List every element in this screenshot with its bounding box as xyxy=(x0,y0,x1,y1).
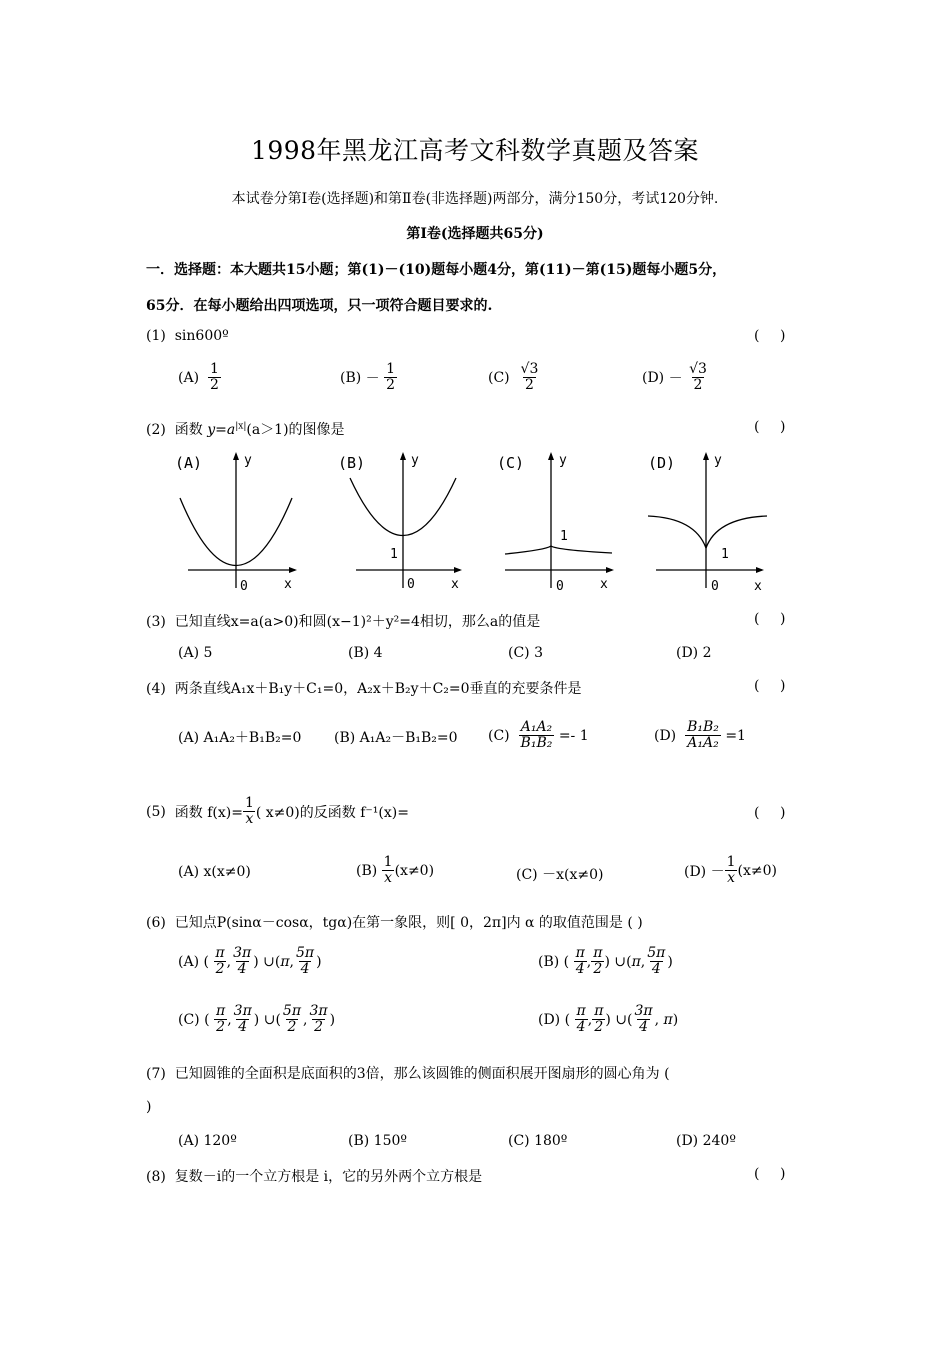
answer-paren: ( ) xyxy=(754,419,786,435)
page-title: 1998年黑龙江高考文科数学真题及答案 xyxy=(250,136,700,165)
section-instructions-1: 一．选择题：本大题共15小题；第(1)－(10)题每小题4分，第(11)－第(15)题每小题5分， xyxy=(146,262,727,278)
q3-option-a: (A) 5 xyxy=(178,645,213,661)
q5-option-b: (B) $\frac{1}{x}$ (x≠0) xyxy=(356,854,435,887)
q2-graphs xyxy=(170,448,790,598)
arrow-icon xyxy=(233,452,239,460)
answer-paren: ( ) xyxy=(754,1166,786,1182)
q4-option-a: (A) A₁A₂＋B₁B₂=0 xyxy=(178,730,302,746)
svg-text:0: 0 xyxy=(556,579,564,594)
question-7-wrap: ) xyxy=(146,1099,152,1115)
q4-option-b: (B) A₁A₂－B₁B₂=0 xyxy=(334,730,458,746)
graph-label: (B) xyxy=(338,454,366,472)
arrow-icon xyxy=(548,452,554,460)
svg-text:x: x xyxy=(284,577,292,592)
q1-option-d: (D) － $\frac{√3}{2}$ xyxy=(642,361,707,394)
question-3: (3) 已知直线x=a(a>0)和圆(x−1)²＋y²=4相切，那么a的值是 xyxy=(146,614,541,630)
graph-label: (C) xyxy=(497,454,525,472)
q1-option-a: (A) $\frac{1}{2}$ xyxy=(178,361,219,394)
answer-paren: ( ) xyxy=(754,328,786,344)
part-heading: 第Ⅰ卷(选择题共65分) xyxy=(406,226,544,242)
arrow-icon xyxy=(606,567,614,573)
q6-option-a: (A) ( $\frac{\pi}{2}$ , $\frac{3\pi}{4}$ ) ∪(π, $\frac{5\pi}{4}$ ) xyxy=(178,945,322,978)
q3-option-c: (C) 3 xyxy=(508,645,543,661)
svg-text:0: 0 xyxy=(711,579,719,594)
arrow-icon xyxy=(400,452,406,460)
q4-option-c: (C) $\frac{\text{A₁A₂}}{\text{B₁B₂}}$ =- 1 xyxy=(488,719,589,752)
q5-option-d: (D) － $\frac{1}{x}$ (x≠0) xyxy=(684,854,777,887)
arrow-icon xyxy=(289,567,297,573)
svg-text:y: y xyxy=(714,453,722,468)
svg-text:1: 1 xyxy=(390,547,398,562)
q7-option-b: (B) 150º xyxy=(348,1133,407,1149)
svg-text:y: y xyxy=(244,453,252,468)
section-instructions-2: 65分．在每小题给出四项选项，只一项符合题目要求的. xyxy=(146,298,493,314)
svg-text:0: 0 xyxy=(407,577,415,592)
svg-text:1: 1 xyxy=(721,547,729,562)
question-7: (7) 已知圆锥的全面积是底面积的3倍，那么该圆锥的侧面积展开图扇形的圆心角为 ( xyxy=(146,1066,670,1082)
answer-paren: ( ) xyxy=(754,611,786,627)
q1-option-c: (C) $\frac{√3}{2}$ xyxy=(488,361,539,394)
question-6: (6) 已知点P(sinα－cosα，tgα)在第一象限，则[ 0，2π]内 α 的取值范围是 ( ) xyxy=(146,915,643,931)
q3-option-b: (B) 4 xyxy=(348,645,383,661)
exam-intro: 本试卷分第Ⅰ卷(选择题)和第Ⅱ卷(非选择题)两部分，满分150分，考试120分钟. xyxy=(231,191,719,207)
answer-paren: ( ) xyxy=(754,678,786,694)
q1-option-b: (B) － $\frac{1}{2}$ xyxy=(340,361,396,394)
q4-option-d: (D) $\frac{\text{B₁B₂}}{\text{A₁A₂}}$ =1 xyxy=(654,719,746,752)
q6-option-d: (D) ( $\frac{\pi}{4}$ , $\frac{\pi}{2}$ ) ∪( $\frac{3\pi}{4}$ , π) xyxy=(538,1003,679,1036)
svg-text:x: x xyxy=(754,579,762,594)
graph-label: (D) xyxy=(648,454,676,472)
arrow-icon xyxy=(756,567,764,573)
graph-label: (A) xyxy=(175,454,203,472)
svg-text:x: x xyxy=(451,577,459,592)
q6-option-c: (C) ( $\frac{\pi}{2}$ , $\frac{3\pi}{4}$ ) ∪( $\frac{5\pi}{2}$ , $\frac{3\pi}{2}$ ) xyxy=(178,1003,336,1036)
svg-text:y: y xyxy=(559,453,567,468)
graph-d-curve xyxy=(648,516,767,548)
svg-text:1: 1 xyxy=(560,529,568,544)
q7-option-d: (D) 240º xyxy=(676,1133,736,1149)
question-4: (4) 两条直线A₁x＋B₁y＋C₁=0，A₂x＋B₂y＋C₂=0垂直的充要条件是 xyxy=(146,681,582,697)
question-5: (5) 函数 f(x)= $\frac{1}{x}$ ( x≠0)的反函数 f⁻¹(x)= xyxy=(146,795,409,828)
q6-option-b: (B) ( $\frac{\pi}{4}$ , $\frac{\pi}{2}$ ) ∪(π, $\frac{5\pi}{4}$ ) xyxy=(538,945,673,978)
q5-option-c: (C) －x(x≠0) xyxy=(516,867,604,883)
svg-text:x: x xyxy=(600,577,608,592)
question-1: (1) sin600º xyxy=(146,328,229,344)
question-8: (8) 复数－i的一个立方根是 i，它的另外两个立方根是 xyxy=(146,1169,483,1185)
graph-c-curve xyxy=(505,546,612,554)
q7-option-c: (C) 180º xyxy=(508,1133,568,1149)
question-2: (2) 函数 $y=a^{|x|}(a>1)$的图像是 xyxy=(146,421,345,438)
arrow-icon xyxy=(703,452,709,460)
q7-option-a: (A) 120º xyxy=(178,1133,237,1149)
q5-option-a: (A) x(x≠0) xyxy=(178,864,251,880)
svg-text:0: 0 xyxy=(240,579,248,594)
answer-paren: ( ) xyxy=(754,805,786,821)
svg-text:y: y xyxy=(411,453,419,468)
arrow-icon xyxy=(454,567,462,573)
q3-option-d: (D) 2 xyxy=(676,645,712,661)
